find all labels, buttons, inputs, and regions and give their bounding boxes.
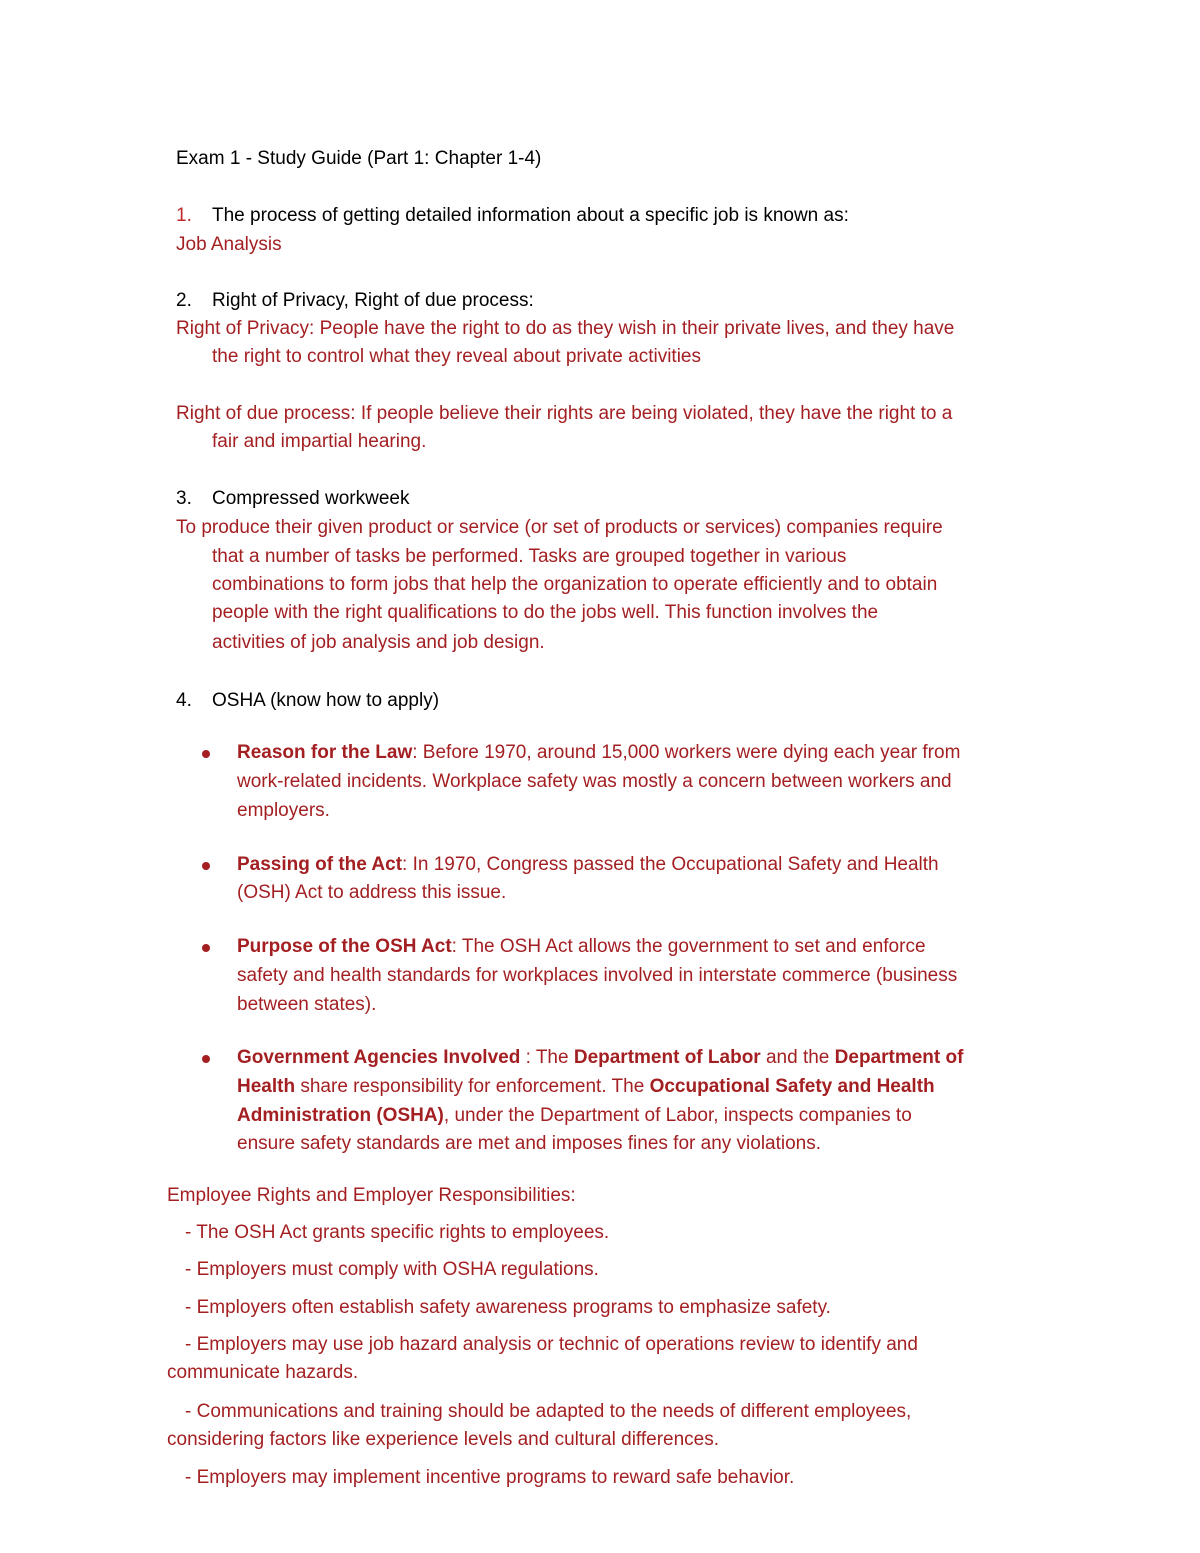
q2-privacy-line-1: Right of Privacy: People have the right to do as they wish in their private lives, and they have xyxy=(176,318,955,339)
rights-item: - Employers may implement incentive programs to reward safe behavior. xyxy=(185,1467,795,1488)
bullet-passing-text: : In 1970, Congress passed the Occupational Safety and Health xyxy=(402,854,939,875)
q3-answer-line: that a number of tasks be performed. Tasks are grouped together in various xyxy=(212,546,847,567)
q3-number: 3. xyxy=(176,488,192,509)
q1-number: 1. xyxy=(176,205,192,226)
bullet-agencies-text: , under the Department of Labor, inspects companies to xyxy=(443,1105,912,1126)
bullet-reason-line-2: work-related incidents. Workplace safety was mostly a concern between workers and xyxy=(237,771,952,792)
q3-question: Compressed workweek xyxy=(212,488,410,509)
bullet-agencies-line-1 xyxy=(237,1047,963,1069)
rights-item: - Communications and training should be adapted to the needs of different employees, xyxy=(185,1401,912,1422)
rights-item: - Employers may use job hazard analysis or technic of operations review to identify and xyxy=(185,1334,918,1355)
rights-item-continued: considering factors like experience levels and cultural differences. xyxy=(167,1429,720,1450)
bullet-passing-line-1 xyxy=(237,854,939,876)
q4-question: OSHA (know how to apply) xyxy=(212,690,440,711)
q3-answer-line: activities of job analysis and job design. xyxy=(212,632,545,653)
rights-item: - Employers often establish safety awareness programs to emphasize safety. xyxy=(185,1297,831,1318)
bullet-purpose-line-3: between states). xyxy=(237,994,377,1015)
bullet-agencies-text: and the xyxy=(760,1047,835,1068)
department-of-health-text: Health xyxy=(237,1076,296,1097)
bullet-reason-label: Reason for the Law xyxy=(237,742,413,763)
bullet-purpose-text: : The OSH Act allows the government to set and enforce xyxy=(451,936,926,957)
q4-number: 4. xyxy=(176,690,192,711)
bullet-purpose-line-1 xyxy=(237,936,926,958)
bullet-reason-text: : Before 1970, around 15,000 workers were dying each year from xyxy=(412,742,961,763)
department-of-labor-text: Department of Labor xyxy=(573,1047,761,1068)
bullet-reason-line-1 xyxy=(237,742,960,764)
q3-answer-line: combinations to form jobs that help the organization to operate efficiently and to obtain xyxy=(212,574,938,595)
bullet-passing-line-2: (OSH) Act to address this issue. xyxy=(237,882,507,903)
q3-answer-line: To produce their given product or service (or set of products or services) companies require xyxy=(176,517,943,538)
department-of-health-text: Department of xyxy=(834,1047,964,1068)
rights-item-continued: communicate hazards. xyxy=(167,1362,359,1383)
bullet-purpose-line-2: safety and health standards for workplaces involved in interstate commerce (business xyxy=(237,965,958,986)
q2-due-process-line-2: fair and impartial hearing. xyxy=(212,431,427,452)
q2-number: 2. xyxy=(176,290,192,311)
bullet-agencies-text: share responsibility for enforcement. The xyxy=(295,1076,650,1097)
bullet-reason-line-3: employers. xyxy=(237,800,330,821)
q2-privacy-line-2: the right to control what they reveal about private activities xyxy=(212,346,701,367)
bullet-agencies-line-2 xyxy=(237,1076,935,1098)
q2-due-process-line-1: Right of due process: If people believe their rights are being violated, they have the right to a xyxy=(176,403,953,424)
bullet-agencies-line-3 xyxy=(237,1105,912,1127)
rights-item: - The OSH Act grants specific rights to employees. xyxy=(185,1222,610,1243)
bullet-agencies-text: : The xyxy=(520,1047,574,1068)
osha-name-text: Occupational Safety and Health xyxy=(649,1076,935,1097)
bullet-agencies-label: Government Agencies Involved xyxy=(237,1047,521,1068)
q1-question: The process of getting detailed information about a specific job is known as: xyxy=(212,205,849,226)
bullet-passing-label: Passing of the Act xyxy=(237,854,403,875)
osha-name-text: Administration (OSHA) xyxy=(237,1105,444,1126)
rights-heading: Employee Rights and Employer Responsibilities: xyxy=(167,1185,576,1206)
q3-answer-line: people with the right qualifications to do the jobs well. This function involves the xyxy=(212,602,879,623)
q2-question: Right of Privacy, Right of due process: xyxy=(212,290,534,311)
bullet-icon xyxy=(202,1055,210,1063)
bullet-icon xyxy=(202,862,210,870)
rights-item: - Employers must comply with OSHA regulations. xyxy=(185,1259,599,1280)
bullet-icon xyxy=(202,750,210,758)
bullet-icon xyxy=(202,944,210,952)
bullet-agencies-line-4: ensure safety standards are met and imposes fines for any violations. xyxy=(237,1133,822,1154)
bullet-purpose-label: Purpose of the OSH Act xyxy=(237,936,452,957)
document-title: Exam 1 - Study Guide (Part 1: Chapter 1-4) xyxy=(176,148,542,169)
q1-answer: Job Analysis xyxy=(176,234,282,255)
